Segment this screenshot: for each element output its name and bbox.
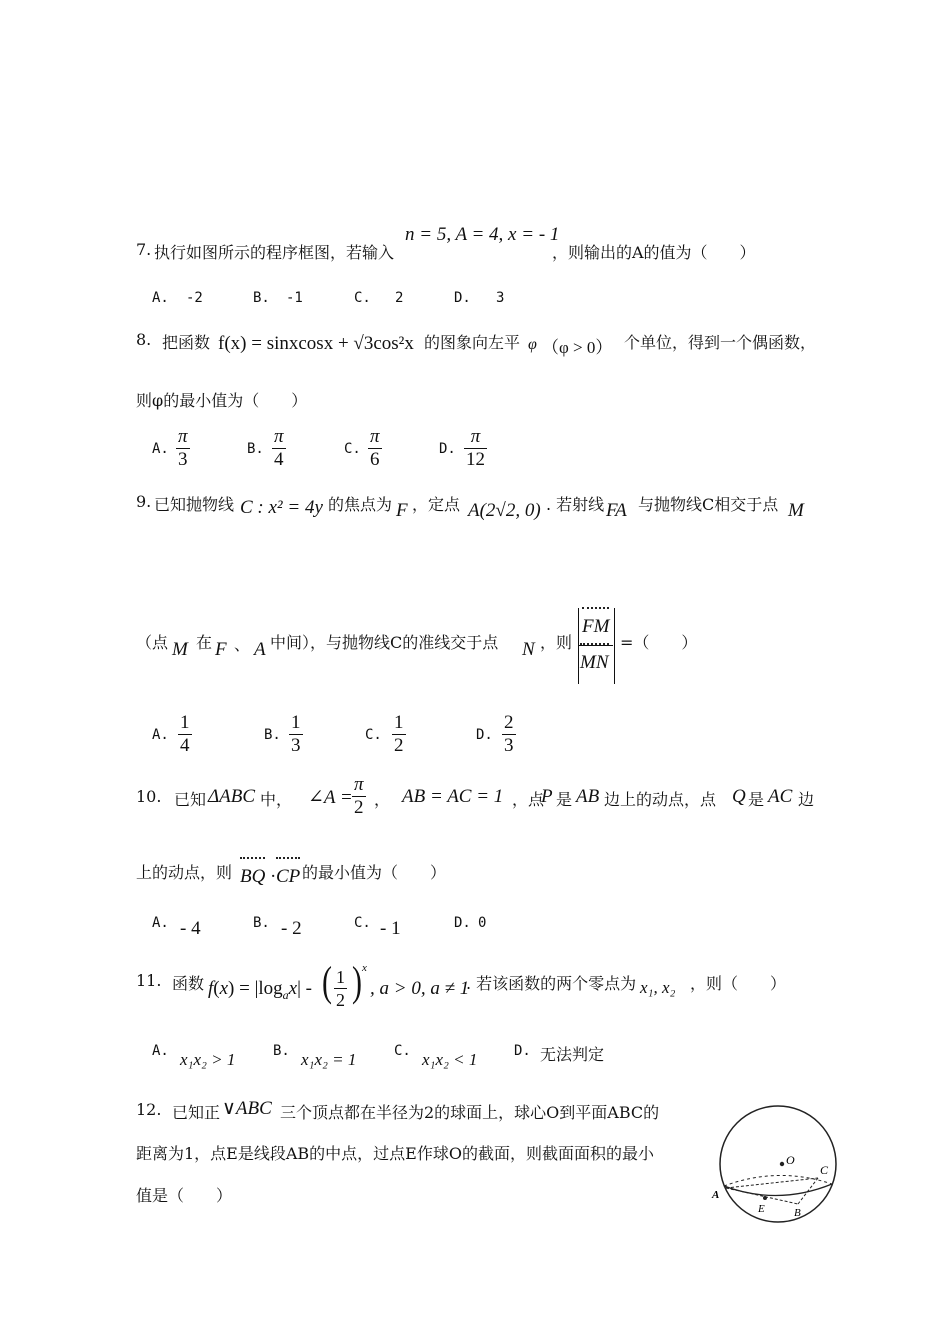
- q12-text-2: 三个顶点都在半径为2的球面上，球心O到平面ABC的: [280, 1103, 660, 1122]
- q10-side-ac: AC: [768, 786, 793, 807]
- q11-exponent: x: [362, 962, 367, 974]
- label-e: E: [758, 1203, 765, 1215]
- q9-text-3: ，定点: [412, 495, 461, 514]
- q11-text-1: 函数: [172, 974, 205, 993]
- q11-text-2: . 若该函数的两个零点为: [466, 974, 637, 993]
- q7-math: n = 5, A = 4, x = - 1: [405, 224, 560, 245]
- q10-text-5: 边上的动点，点: [604, 790, 717, 809]
- edge-ab: [726, 1188, 798, 1204]
- q11-option-c-letter: C.: [394, 1043, 411, 1059]
- q9-option-d-fraction: $\frac{2}{3}$: [504, 712, 514, 756]
- q11-option-d-letter: D.: [514, 1043, 531, 1059]
- q8-option-d-letter: D.: [439, 441, 456, 457]
- q9-option-d-letter: D.: [476, 727, 493, 743]
- q10-option-a-letter: A.: [152, 915, 169, 931]
- q10-text-3: ，点: [512, 790, 545, 809]
- q10-text-7: 边: [798, 790, 815, 809]
- q7-option-b-value: -1: [286, 290, 303, 306]
- label-c: C: [820, 1163, 829, 1177]
- q8-option-a-fraction: $\frac{\pi}{3}$: [178, 426, 188, 470]
- q9-focus: F: [396, 500, 408, 521]
- q10-number: 10.: [136, 787, 162, 806]
- center-o-dot: [780, 1162, 784, 1166]
- q9-vector-mn: MN: [580, 652, 609, 674]
- q9-option-b-fraction: $\frac{1}{3}$: [291, 712, 301, 756]
- equator-front: [724, 1184, 832, 1196]
- q9-line2-m: M: [172, 639, 188, 660]
- q9-option-b-letter: B.: [264, 727, 281, 743]
- q9-line2-d: 中间），与抛物线C的准线交于点: [270, 633, 499, 652]
- sphere-diagram: [708, 1102, 844, 1228]
- q10-angle: ∠A =: [308, 787, 353, 808]
- q12-line-3: 值是（ ）: [136, 1186, 233, 1205]
- q10-equation: AB = AC = 1: [402, 786, 504, 807]
- q7-option-d-value: 3: [496, 290, 505, 306]
- q8-text-1: 把函数: [162, 333, 211, 352]
- q12-text-1: 已知正: [172, 1103, 221, 1122]
- q8-option-c-letter: C.: [344, 441, 361, 457]
- q11-option-c-value: x₁x₂ < 1: [422, 1050, 478, 1069]
- q9-abs-bar-right: [614, 608, 615, 684]
- q11-option-b-value: x₁x₂ = 1: [301, 1050, 357, 1069]
- q9-text-5: 与抛物线C相交于点: [638, 495, 779, 514]
- q12-triangle: ∨ABC: [222, 1098, 272, 1119]
- q9-line2-c: 、: [234, 635, 251, 654]
- q7-text: 执行如图所示的程序框图，若输入: [154, 243, 395, 262]
- q10-text-2: 中，: [260, 790, 293, 809]
- q8-option-d-fraction: $\frac{\pi}{12}$: [466, 426, 485, 470]
- q8-option-c-fraction: $\frac{\pi}{6}$: [370, 426, 380, 470]
- q7-option-d-letter: D.: [454, 290, 471, 306]
- q8-phi: φ: [528, 336, 537, 353]
- q7-option-b-letter: B.: [253, 290, 270, 306]
- q11-option-b-letter: B.: [273, 1043, 290, 1059]
- q10-text-1: 已知: [174, 790, 207, 809]
- q9-line2-n: N: [522, 639, 535, 660]
- q11-half-fraction: $\frac{1}{2}$: [336, 967, 345, 1010]
- q8-option-b-fraction: $\frac{\pi}{4}$: [274, 426, 284, 470]
- q10-comma: ，: [374, 790, 391, 809]
- q11-paren-right: ): [352, 959, 362, 1006]
- q10-triangle: ΔABC: [208, 786, 256, 807]
- q10-line2-a: 上的动点，则: [136, 863, 233, 882]
- q9-point-a: A(2√2, 0): [468, 500, 541, 521]
- q7-text-after: ，则输出的A的值为（ ）: [552, 243, 756, 262]
- q11-condition: , a > 0, a ≠ 1: [370, 978, 470, 999]
- q9-ray: FA: [606, 500, 627, 521]
- label-o: O: [786, 1153, 795, 1167]
- q9-option-c-fraction: $\frac{1}{2}$: [394, 712, 404, 756]
- q9-option-c-letter: C.: [365, 727, 382, 743]
- edge-ac: [726, 1178, 818, 1188]
- q10-vector-cp: CP: [276, 866, 300, 888]
- label-a: A: [712, 1189, 720, 1201]
- q9-number: 9.: [136, 492, 152, 511]
- q11-function: $f(x) = |\log_ax|$ -: [208, 978, 312, 1002]
- q10-text-4: 是: [556, 790, 573, 809]
- q7-number: 7.: [136, 240, 152, 259]
- q8-function: f(x) = sinxcosx + √3cos²x: [218, 333, 414, 354]
- q10-point-p: P: [541, 786, 553, 807]
- q11-zeros: x₁, x₂: [640, 978, 676, 997]
- q9-point-m: M: [788, 500, 804, 521]
- q8-condition: （φ > 0）: [542, 338, 613, 357]
- q10-angle-fraction: $\frac{\pi}{2}$: [354, 774, 364, 818]
- q9-line2-a: （点: [136, 633, 169, 652]
- q7-option-a-value: -2: [186, 290, 203, 306]
- q10-dot: ·: [270, 866, 277, 887]
- q11-option-d-value: 无法判定: [540, 1045, 605, 1064]
- q8-number: 8.: [136, 330, 152, 349]
- q9-vector-fm: FM: [582, 616, 609, 638]
- q9-line2-b: 在: [196, 633, 213, 652]
- q8-text-3: 个单位，得到一个偶函数，: [624, 333, 817, 352]
- q11-text-3: ，则（ ）: [690, 974, 787, 993]
- q7-option-c-value: 2: [395, 290, 404, 306]
- q10-line2-b: 的最小值为（ ）: [302, 863, 447, 882]
- q9-text-1: 已知抛物线: [154, 495, 235, 514]
- q9-line2-f-tail: =（ ）: [620, 633, 698, 652]
- q10-option-b-letter: B.: [253, 915, 270, 931]
- q11-option-a-value: x₁x₂ > 1: [180, 1050, 236, 1069]
- q7-option-a-letter: A.: [152, 290, 169, 306]
- q9-line2-f: F: [215, 639, 227, 660]
- q9-line2-e: ，则: [540, 633, 573, 652]
- q9-option-a-fraction: $\frac{1}{4}$: [180, 712, 190, 756]
- q10-side-ab: AB: [576, 786, 600, 807]
- q12-line-2: 距离为1，点E是线段AB的中点，过点E作球O的截面，则截面面积的最小: [136, 1144, 654, 1163]
- q10-option-d-value: 0: [478, 915, 487, 931]
- q8-option-a-letter: A.: [152, 441, 169, 457]
- q9-line2-a-point: A: [254, 639, 266, 660]
- q10-option-c-letter: C.: [354, 915, 371, 931]
- q9-curve: C : x² = 4y: [240, 497, 323, 518]
- q10-option-a-value: - 4: [180, 918, 201, 939]
- q10-text-6: 是: [748, 790, 765, 809]
- q10-point-q: Q: [732, 786, 746, 807]
- equator-back: [724, 1175, 832, 1186]
- sphere-outline: [720, 1106, 836, 1222]
- q11-option-a-letter: A.: [152, 1043, 169, 1059]
- q11-paren-left: (: [322, 959, 332, 1006]
- q7-option-c-letter: C.: [354, 290, 371, 306]
- edge-bc: [798, 1178, 818, 1204]
- q10-option-c-value: - 1: [380, 918, 401, 939]
- point-e-dot: [763, 1196, 767, 1200]
- q10-option-d-letter: D.: [454, 915, 471, 931]
- q10-vector-bq: BQ: [240, 866, 265, 888]
- q9-text-2: 的焦点为: [328, 495, 393, 514]
- q9-option-a-letter: A.: [152, 727, 169, 743]
- label-b: B: [794, 1207, 801, 1219]
- q8-text-2: 的图象向左平: [424, 333, 521, 352]
- q9-abs-bar-left: [578, 608, 579, 684]
- q12-number: 12.: [136, 1100, 162, 1119]
- q9-text-4: . 若射线: [546, 495, 605, 514]
- q8-line-2: 则φ的最小值为（ ）: [136, 391, 308, 410]
- q11-number: 11.: [136, 971, 162, 990]
- q10-option-b-value: - 2: [281, 918, 302, 939]
- q8-option-b-letter: B.: [247, 441, 264, 457]
- sphere-figure: [708, 1102, 844, 1228]
